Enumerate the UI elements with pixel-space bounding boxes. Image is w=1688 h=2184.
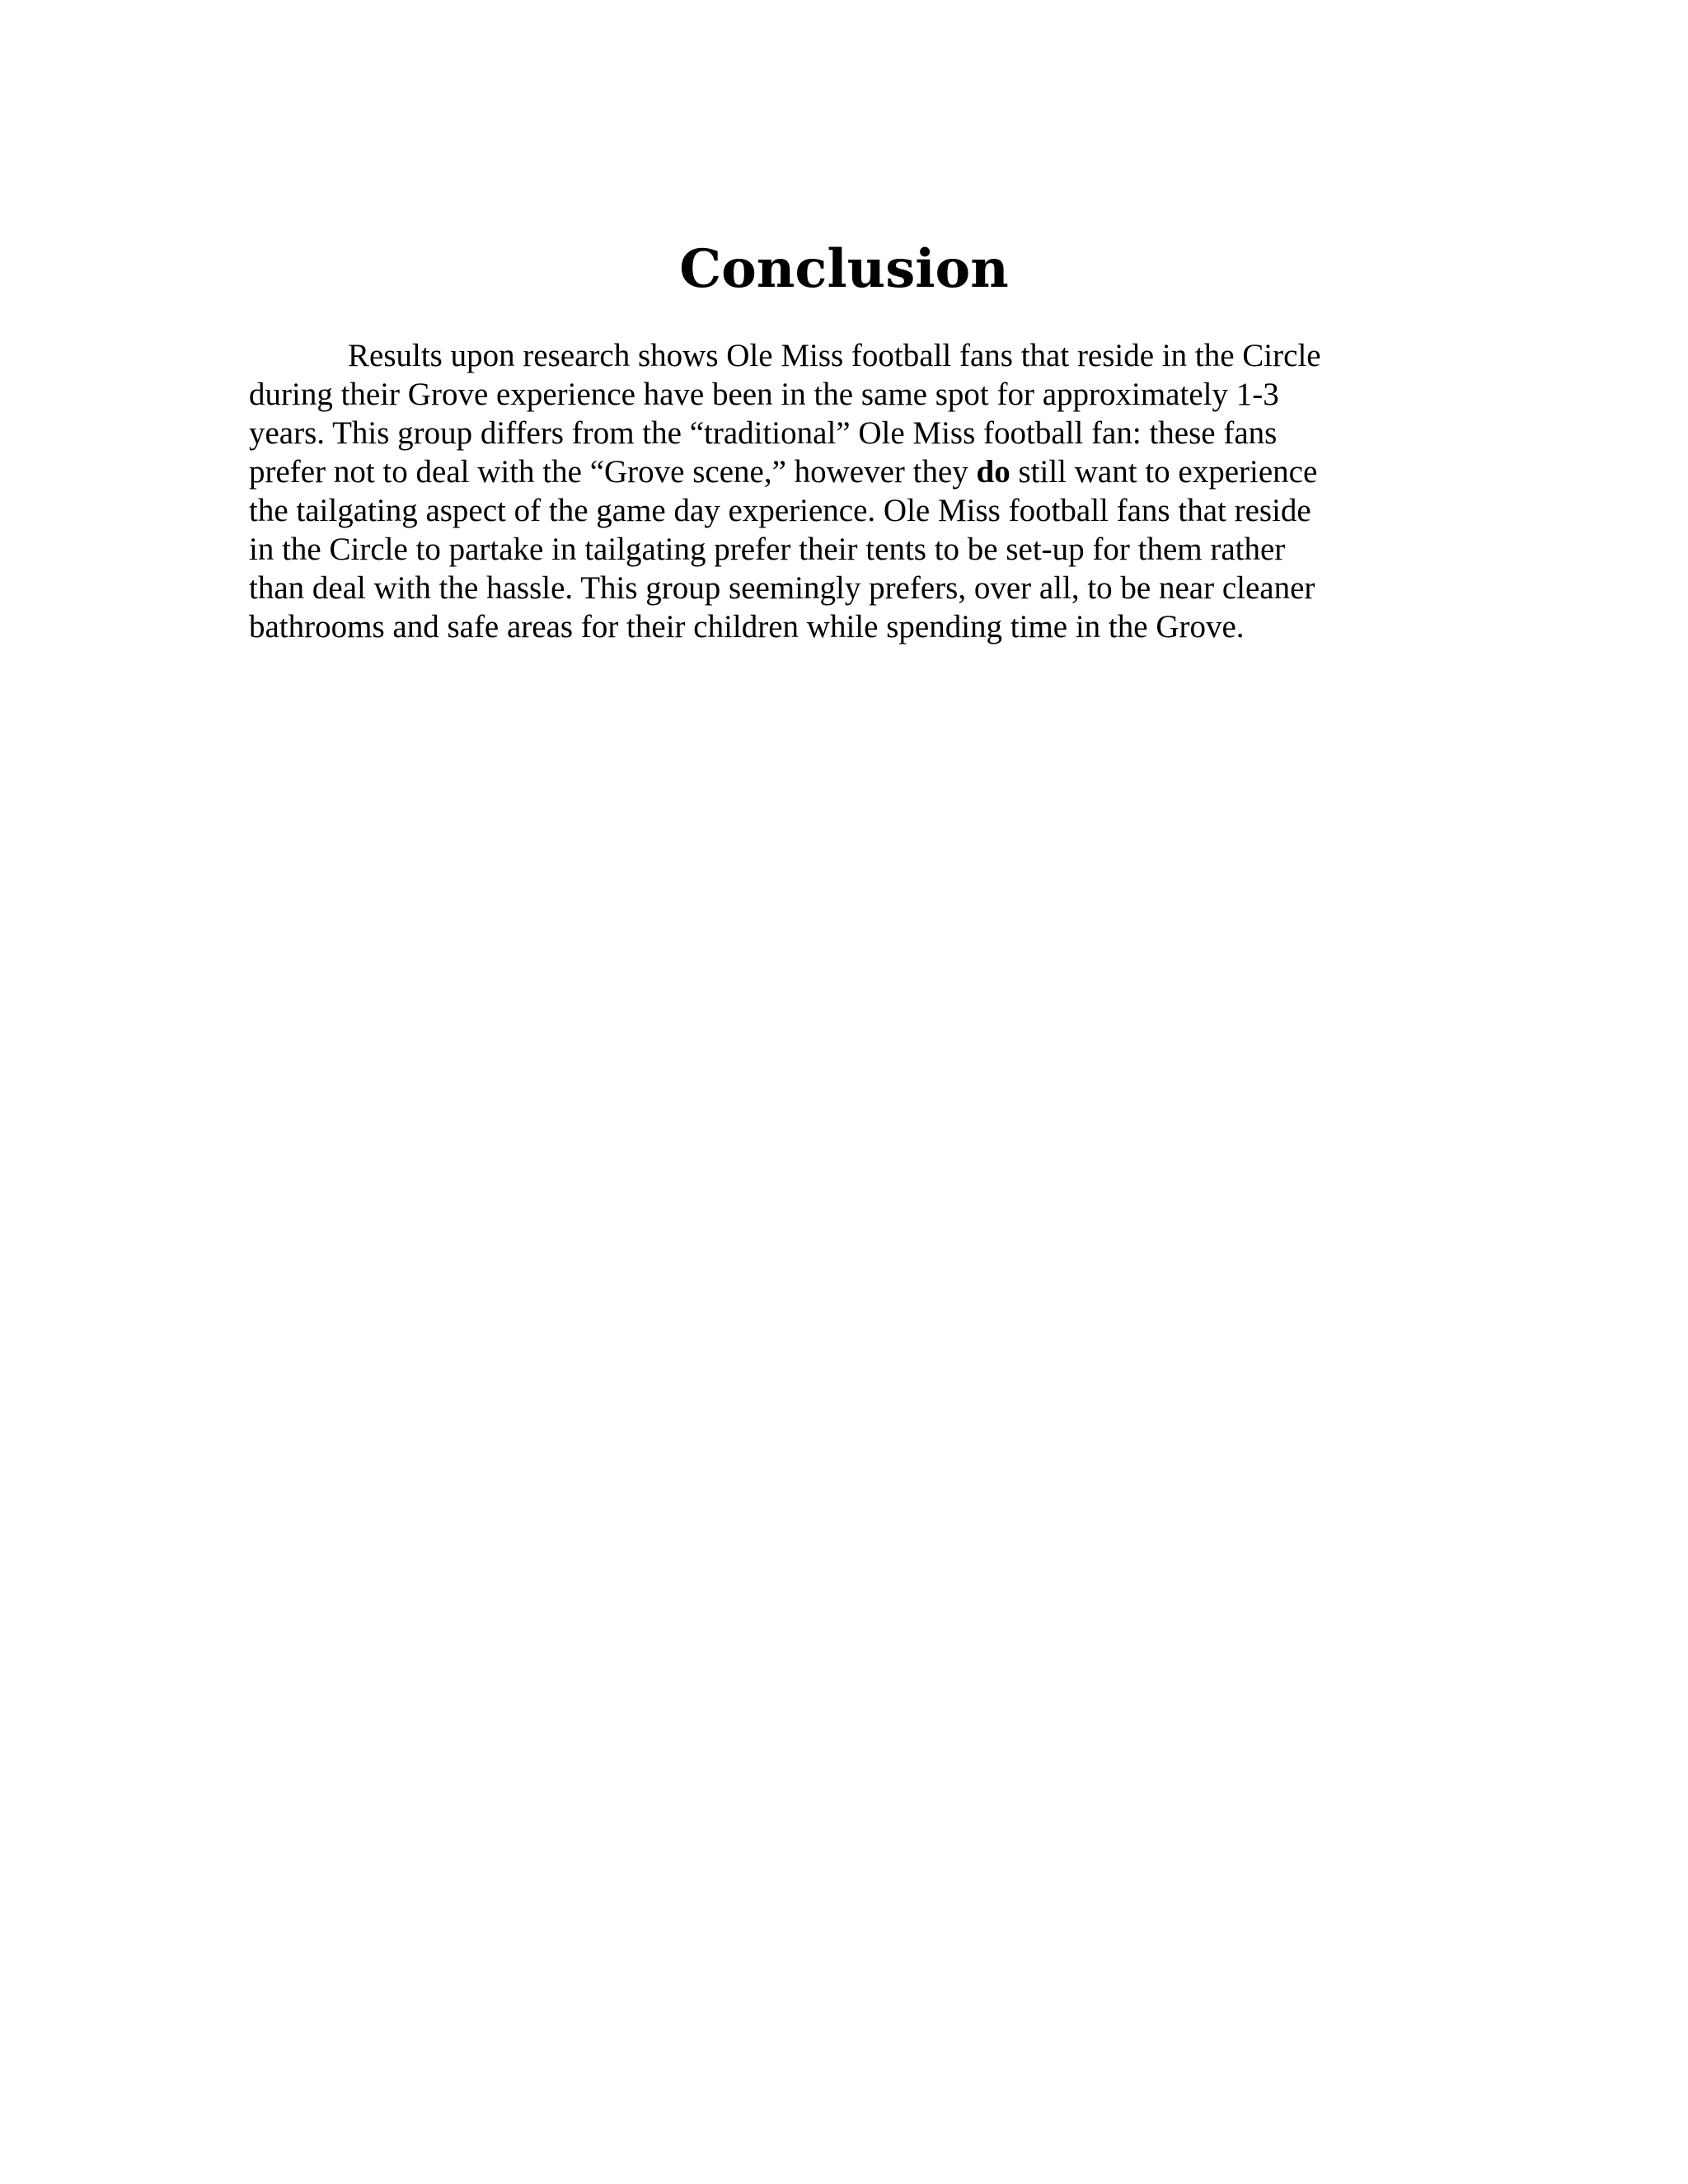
emphasis-word: do — [976, 454, 1010, 490]
paragraph-line: years. This group differs from the “traditional” Ole Miss football fan: these fans — [249, 415, 1278, 451]
line-text-before: prefer not to deal with the “Grove scene,” however they — [249, 454, 977, 490]
paragraph-line — [249, 452, 1436, 491]
paragraph-line: bathrooms and safe areas for their children while spending time in the Grove. — [249, 609, 1245, 644]
paragraph-line: Results upon research shows Ole Miss football fans that reside in the Circle — [348, 338, 1321, 373]
page-title: Conclusion — [679, 238, 1009, 300]
paragraph-line: during their Grove experience have been in the same spot for approximately 1-3 — [249, 377, 1279, 412]
conclusion-paragraph — [249, 336, 1436, 646]
paragraph-line: in the Circle to partake in tailgating prefer their tents to be set-up for them rather — [249, 532, 1286, 567]
line-text-after: still want to experience — [1010, 454, 1318, 490]
paragraph-line: the tailgating aspect of the game day experience. Ole Miss football fans that reside — [249, 493, 1311, 528]
paragraph-line: than deal with the hassle. This group seemingly prefers, over all, to be near cleaner — [249, 570, 1315, 606]
